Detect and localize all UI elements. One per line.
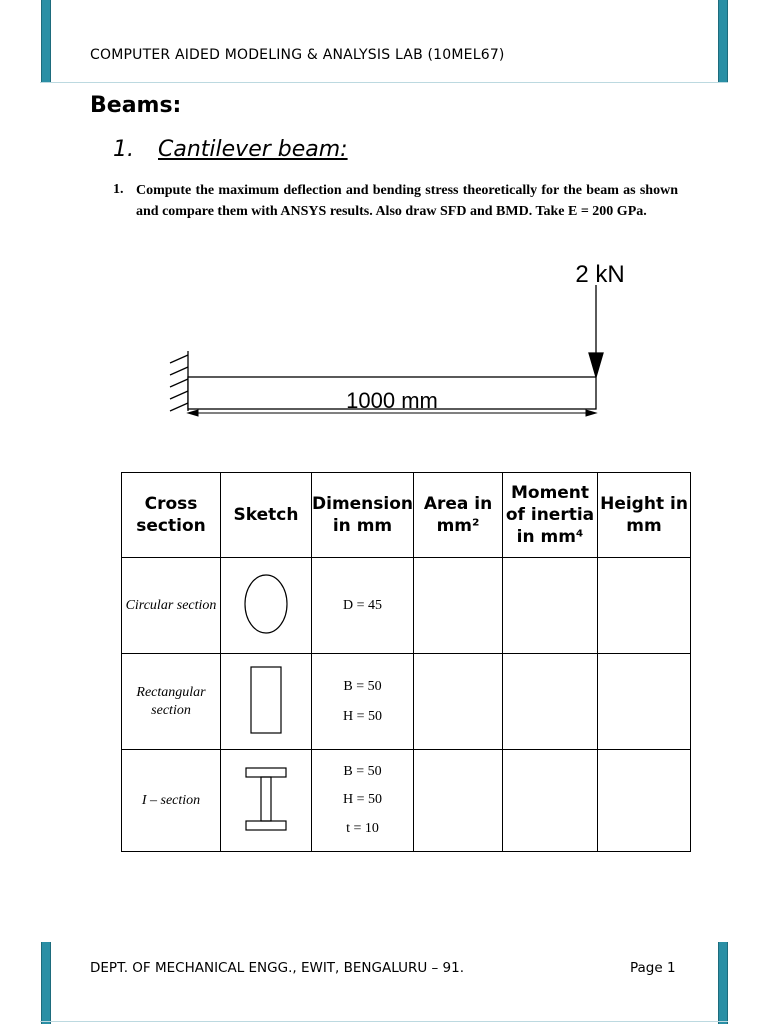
table-row (122, 558, 691, 654)
cross-section-table (121, 472, 691, 852)
sketch-cell (221, 558, 312, 654)
subsection-number: 1. (113, 137, 134, 162)
height-cell (598, 558, 691, 654)
cantilever-beam-diagram (160, 255, 650, 430)
moment-cell (503, 750, 598, 852)
moment-cell (503, 654, 598, 750)
area-cell (414, 750, 503, 852)
footer-left-bar (41, 942, 51, 1024)
sketch-cell (221, 750, 312, 852)
header-title: COMPUTER AIDED MODELING & ANALYSIS LAB (10MEL67) (90, 47, 505, 63)
dims-cell (312, 654, 414, 750)
footer-dept: DEPT. OF MECHANICAL ENGG., EWIT, BENGALURU – 91. (90, 960, 465, 976)
footer-rule (40, 1021, 728, 1022)
table-row (122, 750, 691, 852)
i-section-sketch-icon (242, 764, 290, 834)
header-right-bar (718, 0, 728, 82)
load-arrow-icon (589, 285, 603, 377)
row-name: I – section (122, 750, 221, 852)
area-cell (414, 558, 503, 654)
table-row (122, 654, 691, 750)
dims-cell (312, 558, 414, 654)
rectangle-sketch-icon (246, 664, 286, 736)
area-cell (414, 654, 503, 750)
beam-length-label: 1000 mm (346, 388, 438, 413)
dim-value: H = 50 (343, 792, 383, 808)
dim-value: H = 50 (343, 708, 383, 724)
header-dimension: Dimension in mm (312, 473, 414, 558)
header-cross-section: Cross section (122, 473, 221, 558)
height-cell (598, 750, 691, 852)
moment-cell (503, 558, 598, 654)
row-name: Rectangular section (122, 654, 221, 750)
subsection-title: Cantilever beam: (158, 137, 348, 162)
header-moment: Moment of inertia in mm⁴ (503, 473, 598, 558)
footer-right-bar (718, 942, 728, 1024)
load-label: 2 kN (575, 261, 625, 288)
header-left-bar (41, 0, 51, 82)
dim-value: t = 10 (346, 821, 379, 837)
fixed-support-icon (170, 351, 188, 411)
header-area: Area in mm² (414, 473, 503, 558)
dim-value: B = 50 (343, 678, 382, 694)
table-header-row (122, 473, 691, 558)
question-number: 1. (113, 182, 124, 197)
sketch-cell (221, 654, 312, 750)
header-sketch: Sketch (221, 473, 312, 558)
header-height: Height in mm (598, 473, 691, 558)
circle-sketch-icon (236, 569, 296, 639)
dim-value: B = 50 (343, 763, 382, 779)
section-title: Beams: (90, 93, 182, 118)
header-rule (40, 82, 728, 83)
dim-value: D = 45 (343, 597, 383, 613)
row-name: Circular section (122, 558, 221, 654)
height-cell (598, 654, 691, 750)
page-number: Page 1 (630, 960, 676, 976)
question-text: Compute the maximum deflection and bending stress theoretically for the beam as shown and compare them with ANSYS results. Also draw SFD and BMD. Take E = 200 GPa. (136, 183, 678, 219)
dims-cell (312, 750, 414, 852)
